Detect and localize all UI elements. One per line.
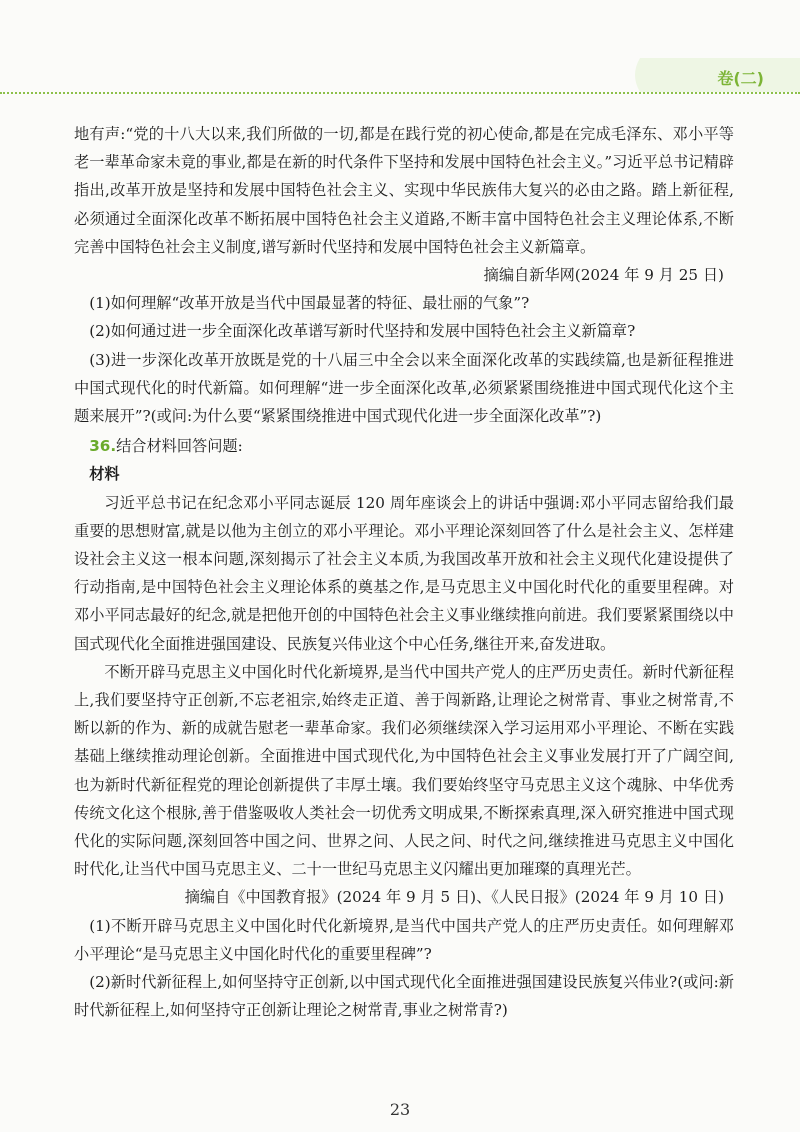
question-36-1: (1)不断开辟马克思主义中国化时代化新境界,是当代中国共产党人的庄严历史责任。如何理解邓小平理论“是马克思主义中国化时代化的重要里程碑”? bbox=[74, 916, 734, 963]
question-35-3: (3)进一步深化改革开放既是党的十八届三中全会以来全面深化改革的实践续篇,也是新征程推进中国式现代化的时代新篇。如何理解“进一步全面深化改革,必须紧紧围绕推进中国式现代化这个主题来展开”?(或问:为什么要“紧紧围绕推进中国式现代化进一步全面深化改革”?) bbox=[74, 350, 734, 426]
question-36-prompt: 结合材料回答问题: bbox=[116, 437, 243, 456]
volume-label: 卷(二) bbox=[717, 69, 764, 88]
material-paragraph-35: 地有声:“党的十八大以来,我们所做的一切,都是在践行党的初心使命,都是在完成毛泽东、邓小平等老一辈革命家未竟的事业,都是在新的时代条件下坚持和发展中国特色社会主义。”习近平总书记精辟指出,改革开放是坚持和发展中国特色社会主义、实现中华民族伟大复兴的必由之路。踏上新征程,必须通过全面深化改革不断拓展中国特色社会主义道路,不断丰富中国特色社会主义理论体系,不断完善中国特色社会主义制度,谱写新时代坚持和发展中国特色社会主义新篇章。 bbox=[74, 125, 734, 256]
header-decoration bbox=[0, 0, 800, 96]
material-label: 材料 bbox=[89, 465, 120, 484]
question-36-number: 36. bbox=[89, 437, 117, 456]
question-36-2: (2)新时代新征程上,如何坚持守正创新,以中国式现代化全面推进强国建设民族复兴伟业?(或问:新时代新征程上,如何坚持守正创新让理论之树常青,事业之树常青?) bbox=[74, 973, 734, 1020]
material-paragraph-36-2: 不断开辟马克思主义中国化时代化新境界,是当代中国共产党人的庄严历史责任。新时代新征程上,我们要坚持守正创新,不忘老祖宗,始终走正道、善于闯新路,让理论之树常青、事业之树常青,不断以新的作为、新的成就告慰老一辈革命家。我们必须继续深入学习运用邓小平理论、不断在实践基础上继续推动理论创新。全面推进中国式现代化,为中国特色社会主义事业发展打开了广阔空间,也为新时代新征程党的理论创新提供了丰厚土壤。我们要始终坚守马克思主义这个魂脉、中华优秀传统文化这个根脉,善于借鉴吸收人类社会一切优秀文明成果,不断探索真理,深入研究推进中国式现代化的实际问题,深刻回答中国之问、世界之问、人民之问、时代之问,继续推进马克思主义中国化时代化,让当代中国马克思主义、二十一世纪马克思主义闪耀出更加璀璨的真理光芒。 bbox=[74, 662, 734, 879]
question-35-2: (2)如何通过进一步全面深化改革谱写新时代坚持和发展中国特色社会主义新篇章? bbox=[89, 322, 636, 341]
source-citation-35: 摘编自新华网(2024 年 9 月 25 日) bbox=[483, 266, 724, 285]
material-paragraph-36-1: 习近平总书记在纪念邓小平同志诞辰 120 周年座谈会上的讲话中强调:邓小平同志留给我们最重要的思想财富,就是以他为主创立的邓小平理论。邓小平理论深刻回答了什么是社会主义、怎样建设社会主义这一根本问题,深刻揭示了社会主义本质,为我国改革开放和社会主义现代化建设提供了行动指南,是中国特色社会主义理论体系的奠基之作,是马克思主义中国化时代化的重要里程碑。对邓小平同志最好的纪念,就是把他开创的中国特色社会主义事业继续推向前进。我们要紧紧围绕以中国式现代化全面推进强国建设、民族复兴伟业这个中心任务,继往开来,奋发进取。 bbox=[74, 493, 734, 653]
question-35-1: (1)如何理解“改革开放是当代中国最显著的特征、最壮丽的气象”? bbox=[89, 294, 530, 313]
question-36-heading bbox=[74, 432, 734, 460]
page-number: 23 bbox=[389, 1100, 411, 1119]
source-citation-36: 摘编自《中国教育报》(2024 年 9 月 5 日)、《人民日报》(2024 年 9 月 10 日) bbox=[184, 888, 724, 907]
page-content bbox=[74, 120, 734, 1025]
header-dotted-divider bbox=[0, 92, 800, 94]
